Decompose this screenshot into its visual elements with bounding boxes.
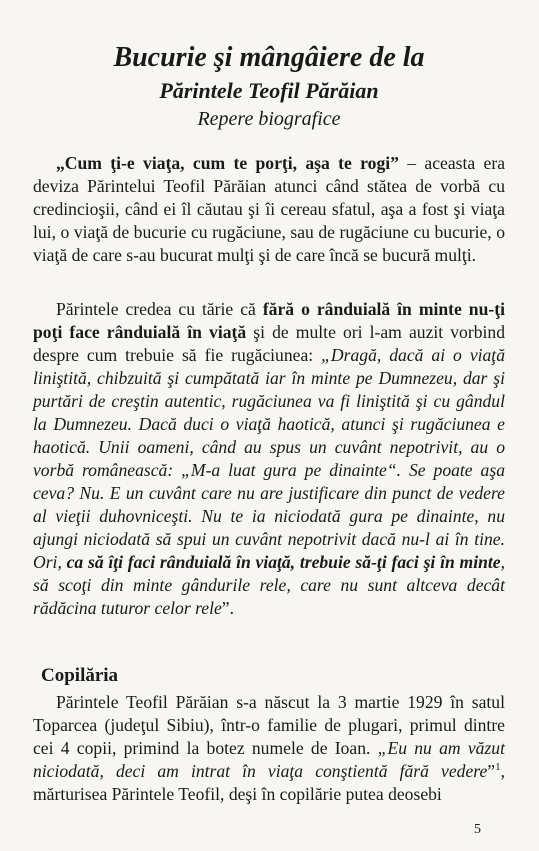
italic-quote: „Dragă, dacă ai o viaţă liniştită, chibzuită şi cumpătată iar în minte pe Dumnezeu, dar şi purtări de creştin autentic, rugăciunea va fi liniştită şi cu gândul la Dumnezeu. Dacă duci o viaţă haotică, atunci şi rugăciunea e haotică. Unii oameni, când au spus un cuvânt nepotrivit, au o vorbă românească: „M-a luat gura pe dinainte“. Se poate aşa ceva? Nu. E un cuvânt care nu are justificare din punct de vedere al vieţii duhovniceşti. Nu te ia niciodată gura pe dinainte, nu ajungi niciodată să spui un cuvânt nepotrivit dacă nu-l ai în tine. Ori, bbox=[33, 345, 505, 572]
motto-quote: „Cum ţi-e viaţa, cum te porţi, aşa te rogi” bbox=[56, 153, 399, 173]
paragraph-text: şi de multe ori l-am auzit vorbind despre cum trebuie să fie rugăciunea: bbox=[33, 322, 505, 365]
paragraph-text: ”. bbox=[221, 598, 234, 618]
paragraph-text: Părintele credea cu tărie că bbox=[56, 299, 263, 319]
footnote-marker: 1 bbox=[495, 761, 501, 774]
paragraph-intro bbox=[33, 152, 505, 267]
paragraph-text: , mărturisea Părintele Teofil, deşi în copilărie putea deosebi bbox=[33, 761, 505, 804]
page-title: Bucurie şi mângâiere de la bbox=[113, 42, 425, 73]
paragraph-childhood bbox=[33, 691, 505, 806]
book-page bbox=[33, 0, 505, 851]
italic-quote: „Eu nu am văzut niciodată, deci am intrat în viaţa conştientă fără vedere bbox=[33, 738, 505, 781]
italic-quote-end: , să scoţi din minte gândurile rele, care nu sunt altceva decât rădăcina tuturor celor rele bbox=[33, 552, 505, 618]
paragraph-prayer bbox=[33, 298, 505, 620]
bold-italic-phrase: ca să îţi faci rânduială în viaţă, trebuie să-ţi faci şi în minte bbox=[66, 552, 501, 572]
bold-phrase: fără o rânduială în minte nu-ţi poţi face rânduială în viaţă bbox=[33, 299, 505, 342]
paragraph-text: – aceasta era deviza Părintelui Teofil Părăian atunci când stătea de vorbă cu credincioşii, când ei îl căutau şi îi cereau sfatul, aşa a fost şi viaţa lui, o viaţă de bucurie cu rugăciune, sau de rugăciune cu bucurie, o viaţă de care s-au bucurat mulţi şi de care încă se bucură mulţi. bbox=[33, 153, 506, 265]
page-subtitle: Părintele Teofil Părăian bbox=[159, 78, 379, 103]
page-number: 5 bbox=[474, 822, 481, 837]
section-heading: Copilăria bbox=[41, 665, 119, 686]
quote-close: ” bbox=[487, 761, 496, 781]
page-subtitle-secondary: Repere biografice bbox=[197, 108, 341, 130]
paragraph-text: Părintele Teofil Părăian s-a născut la 3 martie 1929 în satul Toparcea (judeţul Sibiu), într-o familie de plugari, primul dintre cei 4 copii, primind la botez numele de Ioan. bbox=[33, 692, 505, 758]
